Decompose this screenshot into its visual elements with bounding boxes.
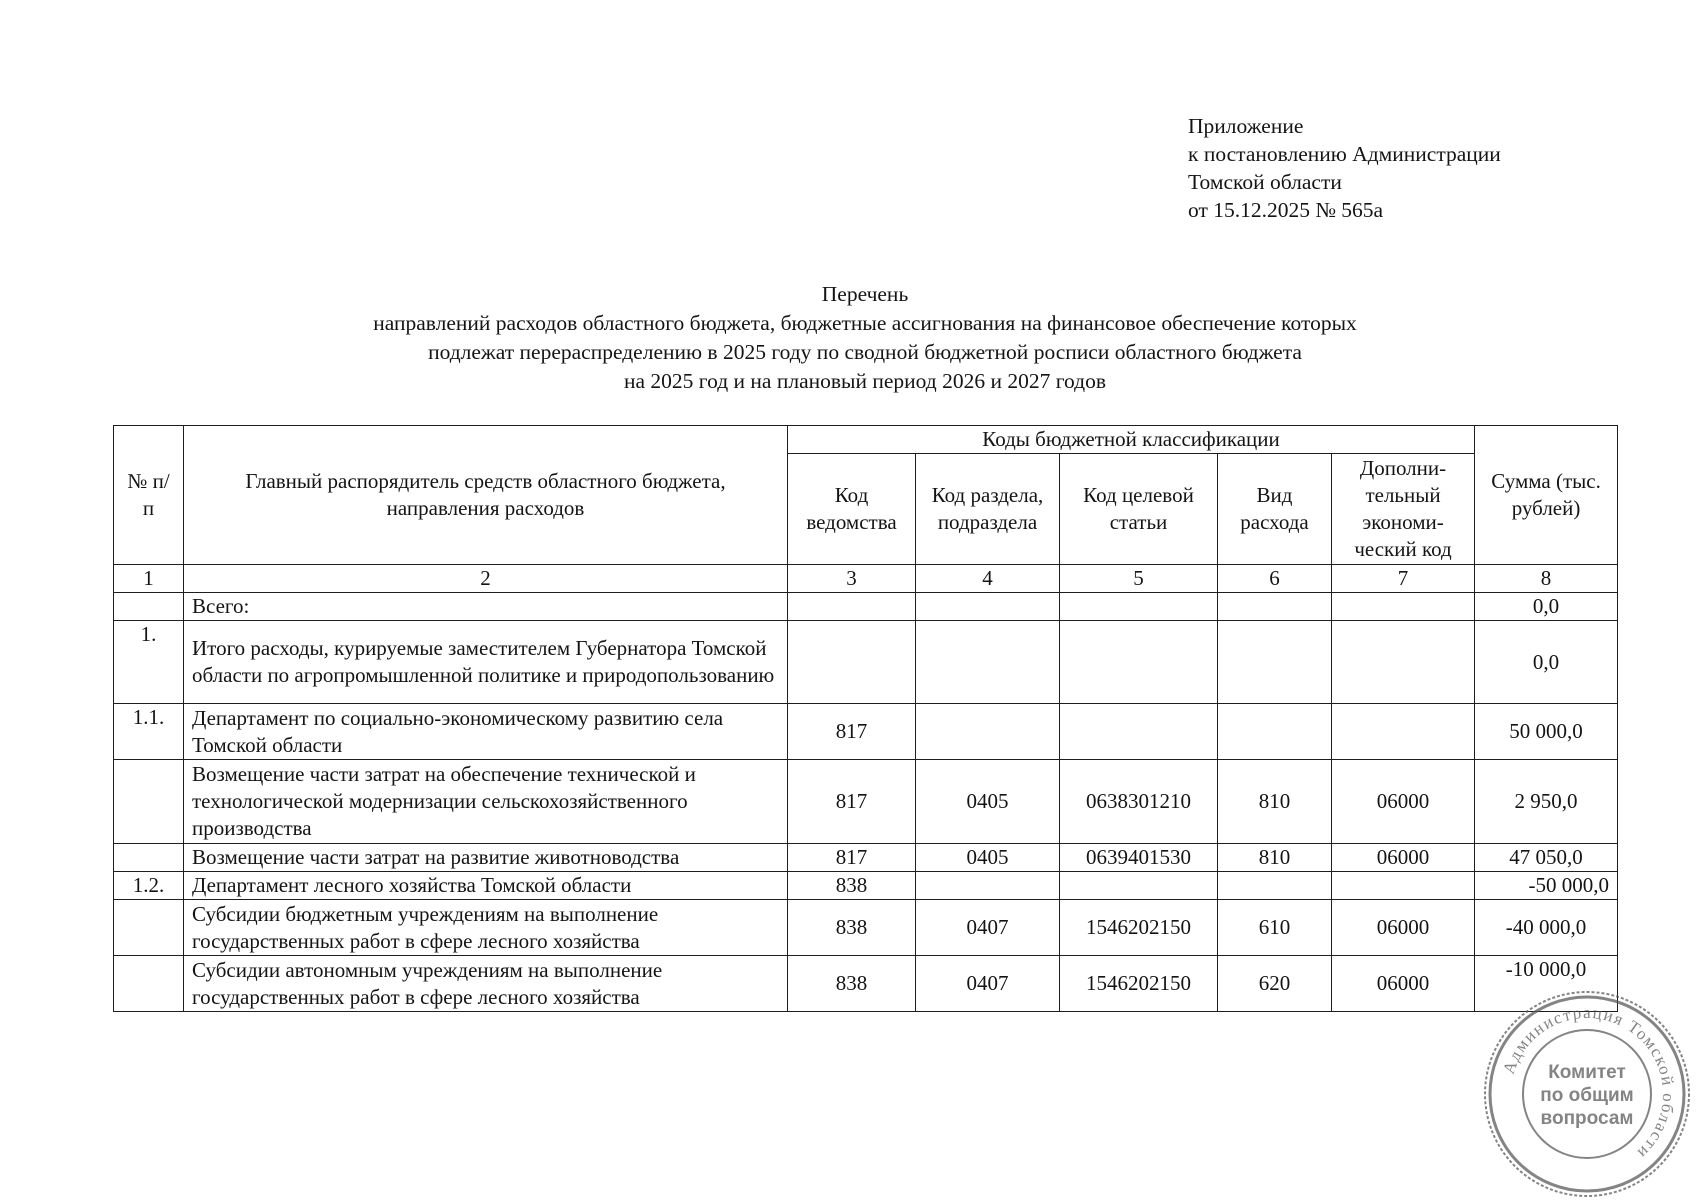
row-num (114, 956, 184, 1012)
row-num: 1. (114, 621, 184, 704)
appendix-line-2: к постановлению Администрации (1188, 142, 1501, 166)
column-number: 2 (184, 565, 788, 593)
row-dept: 817 (788, 704, 916, 760)
table-row (114, 844, 1618, 872)
row-name: Итого расходы, курируемые заместителем Губернатора Томской области по агропромышленной политике и природопользованию (184, 621, 788, 704)
row-name: Возмещение части затрат на обеспечение технической и технологической модернизации сельскохозяйственного производства (184, 760, 788, 844)
title-line-1: Перечень (821, 282, 909, 306)
column-number: 7 (1332, 565, 1475, 593)
column-number: 4 (916, 565, 1060, 593)
row-dept (788, 621, 916, 704)
row-dept (788, 593, 916, 621)
seal-center-line-3: вопросам (1540, 1108, 1634, 1129)
row-type: 610 (1218, 900, 1332, 956)
row-dept: 838 (788, 900, 916, 956)
header-num: № п/п (114, 426, 184, 565)
appendix-line-1: Приложение (1188, 114, 1304, 138)
appendix-line-4: от 15.12.2025 № 565а (1188, 198, 1384, 222)
appendix-line-3: Томской области (1188, 170, 1342, 194)
row-sum: 50 000,0 (1475, 704, 1618, 760)
column-number-row (114, 565, 1618, 593)
row-econ (1332, 872, 1475, 900)
row-name: Субсидии автономным учреждениям на выполнение государственных работ в сфере лесного хозяйства (184, 956, 788, 1012)
row-section (916, 704, 1060, 760)
row-name: Субсидии бюджетным учреждениям на выполнение государственных работ в сфере лесного хозяйства (184, 900, 788, 956)
row-section (916, 621, 1060, 704)
row-dept: 817 (788, 844, 916, 872)
row-sum: 0,0 (1475, 621, 1618, 704)
appendix-block (1188, 112, 1501, 224)
row-target (1060, 704, 1218, 760)
official-seal-stamp (1478, 985, 1696, 1203)
row-section: 0407 (916, 900, 1060, 956)
title-line-3: подлежат перераспределению в 2025 году по сводной бюджетной росписи областного бюджета (428, 340, 1302, 364)
row-type (1218, 704, 1332, 760)
row-target: 0639401530 (1060, 844, 1218, 872)
table-row (114, 704, 1618, 760)
row-type (1218, 593, 1332, 621)
row-target: 0638301210 (1060, 760, 1218, 844)
row-econ: 06000 (1332, 760, 1475, 844)
document-title (150, 280, 1580, 396)
seal-center-line-2: по общим (1540, 1085, 1634, 1106)
row-section: 0407 (916, 956, 1060, 1012)
header-expense-type: Вид расхода (1218, 454, 1332, 565)
table-row (114, 593, 1618, 621)
row-num (114, 760, 184, 844)
row-target: 1546202150 (1060, 956, 1218, 1012)
column-number: 3 (788, 565, 916, 593)
seal-ring-textpath: Администрация Томской области (1498, 1002, 1679, 1164)
row-target (1060, 621, 1218, 704)
row-target: 1546202150 (1060, 900, 1218, 956)
row-dept: 838 (788, 956, 916, 1012)
row-section (916, 872, 1060, 900)
row-num: 1.1. (114, 704, 184, 760)
row-name: Всего: (184, 593, 788, 621)
row-econ (1332, 593, 1475, 621)
row-sum: -10 000,0 (1475, 956, 1618, 1012)
row-econ: 06000 (1332, 844, 1475, 872)
header-sum: Сумма (тыс. рублей) (1475, 426, 1618, 565)
row-sum: 0,0 (1475, 593, 1618, 621)
column-number: 1 (114, 565, 184, 593)
row-sum: 2 950,0 (1475, 760, 1618, 844)
row-econ (1332, 621, 1475, 704)
header-econ-code: Дополни-тельный экономи-ческий код (1332, 454, 1475, 565)
row-econ (1332, 704, 1475, 760)
row-dept: 817 (788, 760, 916, 844)
header-section-code: Код раздела, подраздела (916, 454, 1060, 565)
seal-center-line-1: Комитет (1548, 1062, 1626, 1083)
header-distributor: Главный распорядитель средств областного бюджета, направления расходов (184, 426, 788, 565)
row-num (114, 593, 184, 621)
table-row (114, 621, 1618, 704)
row-type: 620 (1218, 956, 1332, 1012)
row-type: 810 (1218, 844, 1332, 872)
row-name: Департамент по социально-экономическому развитию села Томской области (184, 704, 788, 760)
row-sum: 47 050,0 (1475, 844, 1618, 872)
row-name: Возмещение части затрат на развитие животноводства (184, 844, 788, 872)
row-num (114, 844, 184, 872)
table-row (114, 956, 1618, 1012)
row-num: 1.2. (114, 872, 184, 900)
column-number: 8 (1475, 565, 1618, 593)
header-codes-group: Коды бюджетной классификации (788, 426, 1475, 454)
row-econ: 06000 (1332, 900, 1475, 956)
row-type (1218, 872, 1332, 900)
row-section: 0405 (916, 760, 1060, 844)
title-line-4: на 2025 год и на плановый период 2026 и 2027 годов (624, 369, 1106, 393)
seal-ring-text (1499, 1003, 1678, 1163)
row-type (1218, 621, 1332, 704)
header-dept-code: Код ведомства (788, 454, 916, 565)
row-target (1060, 872, 1218, 900)
row-dept: 838 (788, 872, 916, 900)
row-type: 810 (1218, 760, 1332, 844)
row-name: Департамент лесного хозяйства Томской области (184, 872, 788, 900)
table-row (114, 900, 1618, 956)
table-row (114, 760, 1618, 844)
column-number: 5 (1060, 565, 1218, 593)
row-target (1060, 593, 1218, 621)
row-section: 0405 (916, 844, 1060, 872)
column-number: 6 (1218, 565, 1332, 593)
table-row (114, 872, 1618, 900)
header-target-code: Код целевой статьи (1060, 454, 1218, 565)
row-num (114, 900, 184, 956)
row-section (916, 593, 1060, 621)
budget-table (113, 425, 1618, 1012)
row-sum: -40 000,0 (1475, 900, 1618, 956)
title-line-2: направлений расходов областного бюджета, бюджетные ассигнования на финансовое обеспечение которых (373, 311, 1357, 335)
row-econ: 06000 (1332, 956, 1475, 1012)
row-sum: -50 000,0 (1475, 872, 1618, 900)
